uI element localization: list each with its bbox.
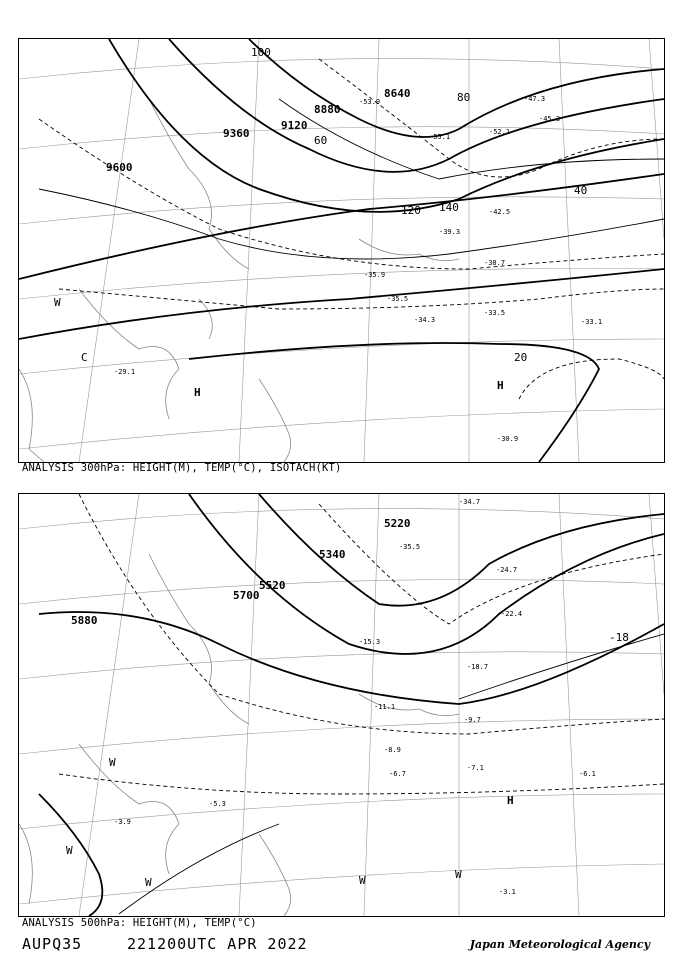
bulletin-code: AUPQ35 bbox=[22, 935, 83, 953]
map-500hpa-svg bbox=[19, 494, 664, 916]
temp-value: -39.3 bbox=[439, 228, 461, 236]
temp-value: -22.4 bbox=[501, 610, 523, 618]
isotach-label: 100 bbox=[251, 46, 271, 59]
temp-value: -24.7 bbox=[496, 566, 518, 574]
temp-value: -30.9 bbox=[497, 435, 519, 443]
isotach-label: 20 bbox=[514, 351, 528, 364]
cold-marker: C bbox=[81, 351, 88, 364]
temp-value: -35.9 bbox=[364, 271, 386, 279]
isotach-label: 60 bbox=[314, 134, 328, 147]
temp-value: -34.3 bbox=[414, 316, 436, 324]
pressure-markers bbox=[66, 756, 514, 889]
height-label: 5220 bbox=[384, 517, 411, 530]
map-panel-500hpa bbox=[18, 493, 665, 917]
high-marker: H bbox=[497, 379, 504, 392]
temp-value: -5.3 bbox=[209, 800, 226, 808]
warm-marker: W bbox=[109, 756, 116, 769]
temp-value: -55.1 bbox=[429, 133, 451, 141]
caption-300hpa: ANALYSIS 300hPa: HEIGHT(M), TEMP(°C), ISOTACH(KT) bbox=[22, 462, 342, 474]
high-marker: H bbox=[507, 794, 514, 807]
isotach-label: 40 bbox=[574, 184, 588, 197]
height-label: 5520 bbox=[259, 579, 286, 592]
agency-name: Japan Meteorological Agency bbox=[469, 938, 650, 951]
warm-marker: W bbox=[66, 844, 73, 857]
warm-marker: W bbox=[145, 876, 152, 889]
height-label: 9120 bbox=[281, 119, 308, 132]
temp-value: -7.1 bbox=[467, 764, 484, 772]
caption-500hpa: ANALYSIS 500hPa: HEIGHT(M), TEMP(°C) bbox=[22, 917, 257, 929]
bulletin-datetime: 221200UTC APR 2022 bbox=[127, 935, 308, 953]
temp-value: -9.7 bbox=[464, 716, 481, 724]
temp-value: -47.3 bbox=[524, 95, 546, 103]
height-label: 8880 bbox=[314, 103, 341, 116]
isotach-label: 140 bbox=[439, 201, 459, 214]
height-contours bbox=[19, 39, 664, 462]
temp-value: -15.3 bbox=[359, 638, 381, 646]
warm-marker: W bbox=[54, 296, 61, 309]
temp-value: -33.5 bbox=[484, 309, 506, 317]
temp-value: -53.9 bbox=[359, 98, 381, 106]
temp-value: -34.7 bbox=[459, 498, 481, 506]
temp-value: -35.5 bbox=[387, 295, 409, 303]
temp-value: -3.9 bbox=[114, 818, 131, 826]
height-label: 5340 bbox=[319, 548, 346, 561]
height-label: 9360 bbox=[223, 127, 250, 140]
high-marker: H bbox=[194, 386, 201, 399]
temp-value: -6.1 bbox=[579, 770, 596, 778]
map-panel-300hpa bbox=[18, 38, 665, 463]
height-contours bbox=[39, 494, 664, 916]
temp-values bbox=[114, 95, 602, 443]
temp-value: -8.9 bbox=[384, 746, 401, 754]
warm-marker: W bbox=[359, 874, 366, 887]
height-labels bbox=[71, 517, 411, 627]
height-label: 8640 bbox=[384, 87, 411, 100]
temp-value: -42.5 bbox=[489, 208, 511, 216]
pressure-markers bbox=[54, 296, 504, 399]
height-label: 9600 bbox=[106, 161, 133, 174]
isotherms bbox=[39, 59, 664, 399]
temp-value: -3.1 bbox=[499, 888, 516, 896]
temp-value: -45.3 bbox=[539, 115, 561, 123]
temp-value: -38.7 bbox=[484, 259, 506, 267]
isotherm-labels bbox=[609, 631, 629, 644]
temp-value: -35.5 bbox=[399, 543, 421, 551]
coastline bbox=[19, 99, 459, 462]
temp-values bbox=[114, 498, 596, 896]
temp-value: -29.1 bbox=[114, 368, 136, 376]
isotherm-label: -18 bbox=[609, 631, 629, 644]
height-label: 5880 bbox=[71, 614, 98, 627]
isotach-label: 80 bbox=[457, 91, 471, 104]
isotachs bbox=[39, 99, 664, 259]
height-label: 5700 bbox=[233, 589, 260, 602]
temp-value: -18.7 bbox=[467, 663, 489, 671]
warm-marker: W bbox=[455, 868, 462, 881]
isotach-label: 120 bbox=[401, 204, 421, 217]
temp-value: -33.1 bbox=[581, 318, 603, 326]
temp-value: -6.7 bbox=[389, 770, 406, 778]
temp-value: -52.1 bbox=[489, 128, 511, 136]
map-300hpa-svg bbox=[19, 39, 664, 462]
temp-value: -11.1 bbox=[374, 703, 396, 711]
coastline bbox=[19, 554, 459, 916]
graticule bbox=[19, 39, 664, 462]
